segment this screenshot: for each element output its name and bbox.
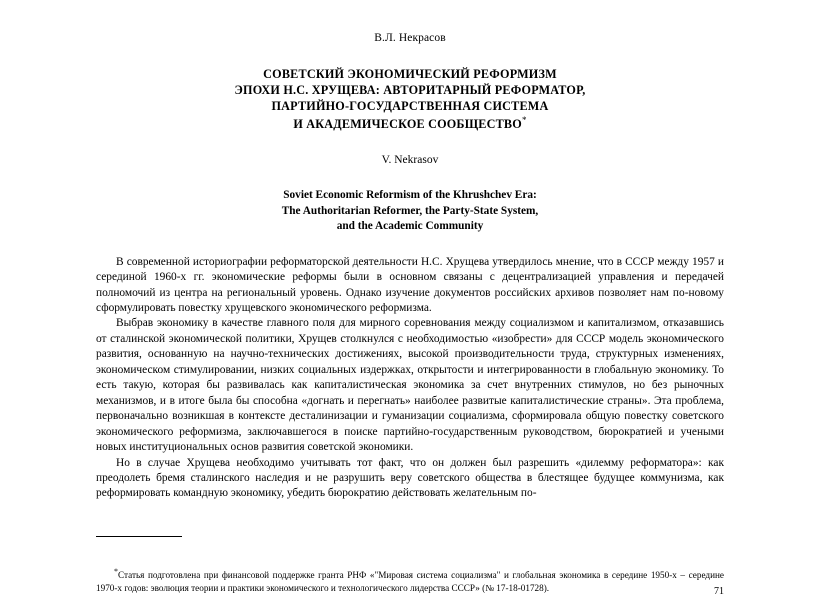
footnote-marker: * <box>114 566 118 576</box>
en-title-line-3: and the Academic Community <box>336 220 484 233</box>
footnote-block <box>96 566 724 595</box>
article-body <box>96 255 724 502</box>
article-title-russian <box>96 66 724 132</box>
article-title-english <box>96 188 724 235</box>
en-title-line-1: Soviet Economic Reformism of the Khrushchev Era: <box>283 188 537 201</box>
title-footnote-marker: * <box>521 114 527 125</box>
footnote-separator <box>96 536 182 537</box>
footnote-text: Статья подготовлена при финансовой поддержке гранта РНФ «"Мировая система социализма" и глобальная экономика в середине 1950-х – середине 1970-х годов: эволюция теории и практики экономического и технологического лидерства СССР» (№ 17-18-01728). <box>96 569 724 593</box>
title-line-2: ЭПОХИ Н.С. ХРУЩЕВА: АВТОРИТАРНЫЙ РЕФОРМАТОР, <box>234 83 586 98</box>
body-paragraph: Выбрав экономику в качестве главного поля для мирного соревнования между социализмом и капитализмом, отказавшись от сталинской экономической политики, Хрущев столкнулся с необходимостью «изобрести» для СССР модель экономического развития, основанную на научно-технических достижениях, высокой производительности труда, структурных изменениях, экономическом стимулировании, низких социальных издержках, открытости и интегрированности в глобальную экономику. То есть такую, которая бы развивалась как капиталистическая экономика за счет внутренних стимулов, но без рыночных механизмов, и в итоге была бы способна «догнать и перегнать» наиболее развитые капиталистические страны». Эта проблема, первоначально возникшая в контексте десталинизации и гуманизации социализма, сформировала общую повестку советского экономического реформизма, заключавшегося в поиске партийно-государственным руководством, бюрократией и учеными новых институциональных основ развития советской экономики. <box>96 317 724 454</box>
en-title-line-2: The Authoritarian Reformer, the Party-State System, <box>281 204 539 217</box>
author-name-english: V. Nekrasov <box>381 153 439 166</box>
footnote-text-wrapper <box>96 566 724 595</box>
title-line-4 <box>96 115 724 132</box>
body-paragraph: Но в случае Хрущева необходимо учитывать тот факт, что он должен был разрешить «дилемму реформатора»: как преодолеть бремя сталинского наследия и не разрушить веру советского общества в блестящее будущее коммунизма, как реформировать командную экономику, убедить бюрократию действовать желательным по- <box>96 456 724 500</box>
author-name-russian: В.Л. Некрасов <box>374 32 446 44</box>
title-line-3: ПАРТИЙНО-ГОСУДАРСТВЕННАЯ СИСТЕМА <box>271 99 549 114</box>
title-line-4-text: И АКАДЕМИЧЕСКОЕ СООБЩЕСТВО <box>293 116 522 131</box>
body-paragraph: В современной историографии реформаторской деятельности Н.С. Хрущева утвердилось мнение, что в СССР между 1957 и серединой 1960-х гг. экономические реформы были в основном связаны с децентрализацией управления и передачей полномочий из центра на региональный уровень. Однако изучение документов российских архивов позволяет нам по-новому сформулировать повестку хрущевского экономического реформизма. <box>96 255 724 315</box>
title-line-1: СОВЕТСКИЙ ЭКОНОМИЧЕСКИЙ РЕФОРМИЗМ <box>263 67 557 81</box>
page-number: 71 <box>714 586 724 597</box>
